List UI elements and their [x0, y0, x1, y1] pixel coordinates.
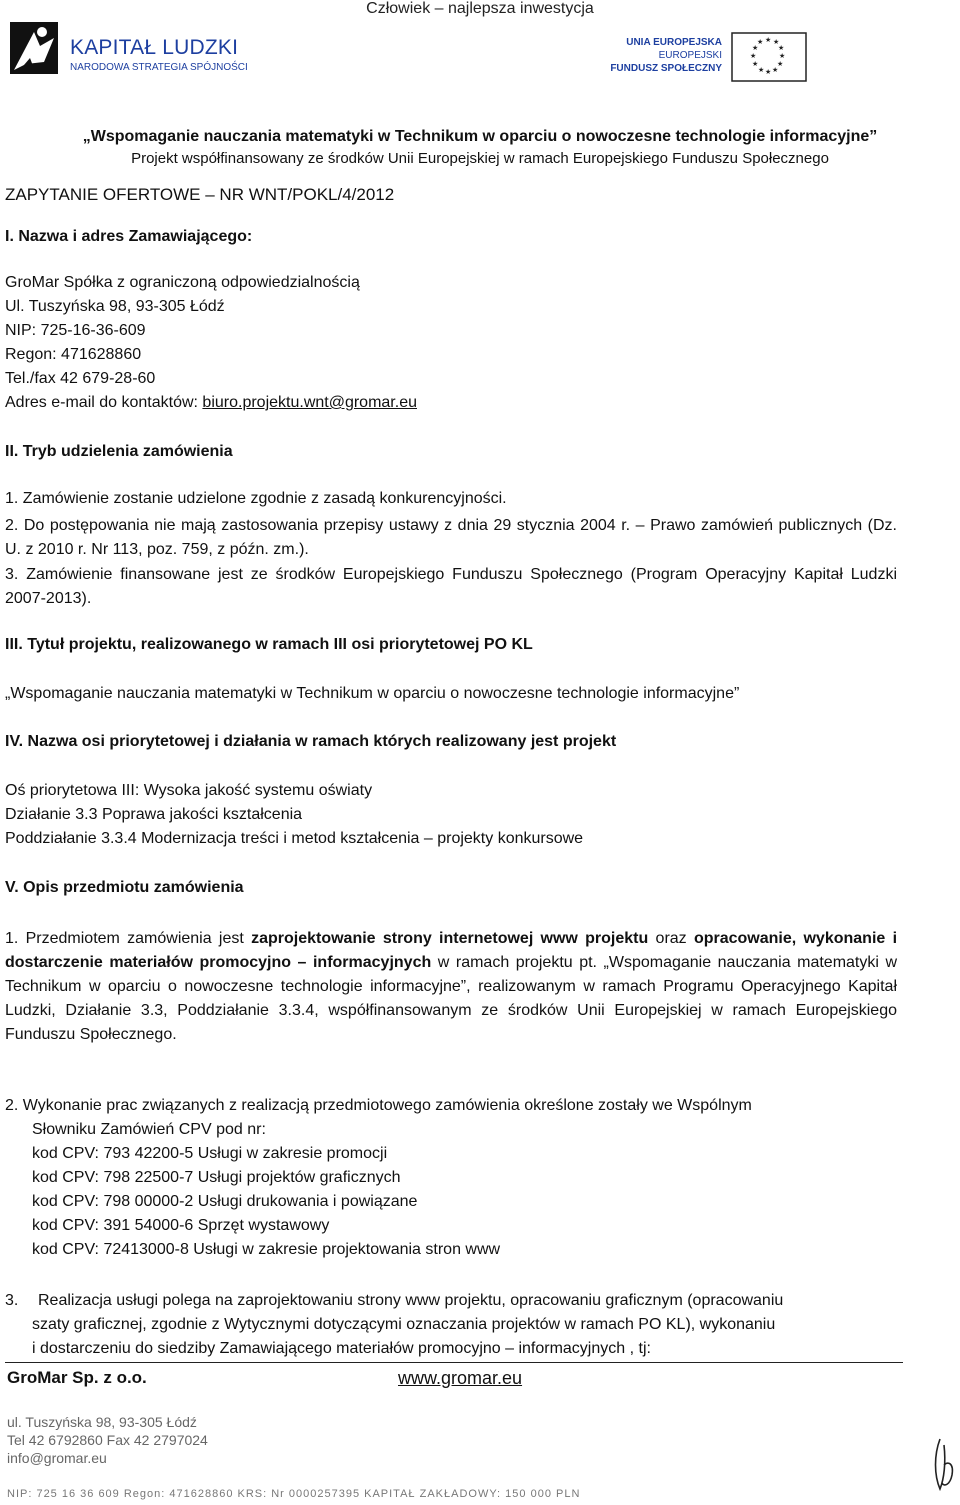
p1-part-c: oraz — [648, 930, 694, 947]
priority-axis: Oś priorytetowa III: Wysoka jakość systemu oświaty — [5, 782, 373, 799]
header-slogan: Człowiek – najlepsza inwestycja — [366, 0, 594, 17]
email-label: Adres e-mail do kontaktów: — [5, 394, 203, 411]
project-subtitle: Projekt współfinansowany ze środków Unii Europejskiej w ramach Europejskiego Funduszu Społecznego — [131, 150, 829, 167]
cpv-code-2: kod CPV: 798 22500-7 Usługi projektów graficznych — [32, 1169, 401, 1186]
svg-text:★: ★ — [752, 60, 759, 68]
section-5-point-3-line2: szaty graficznej, zgodnie z Wytycznymi dotyczącymi oznaczania projektów w ramach PO KL), wykonaniu — [32, 1316, 776, 1333]
cpv-code-1: kod CPV: 793 42200-5 Usługi w zakresie promocji — [32, 1145, 388, 1162]
section-5-point-3-line3: i dostarczeniu do siedziby Zamawiającego materiałów promocyjno – informacyjnych , tj: — [32, 1340, 651, 1357]
p1-part-a: 1. Przedmiotem zamówienia jest — [5, 930, 252, 947]
p1-part-b: zaprojektowanie strony internetowej www projektu — [251, 930, 649, 947]
svg-text:★: ★ — [752, 44, 759, 52]
kapital-ludzki-title: KAPITAŁ LUDZKI — [70, 36, 239, 59]
svg-text:★: ★ — [750, 52, 757, 60]
sub-measure: Poddziałanie 3.3.4 Modernizacja treści i metod kształcenia – projekty konkursowe — [5, 830, 584, 847]
svg-text:★: ★ — [757, 38, 764, 46]
svg-text:★: ★ — [765, 68, 772, 76]
svg-text:★: ★ — [778, 44, 785, 52]
svg-text:★: ★ — [765, 36, 772, 44]
svg-text:★: ★ — [777, 60, 784, 68]
document-number: ZAPYTANIE OFERTOWE – NR WNT/POKL/4/2012 — [5, 185, 395, 204]
section-2-point-3: 3. Zamówienie finansowane jest ze środków Europejskiego Funduszu Społecznego (Program Operacyjny Kapitał Ludzki 2007-2013). — [5, 566, 897, 607]
eu-label-line1: UNIA EUROPEJSKA — [626, 37, 722, 48]
eu-label — [610, 36, 722, 75]
kapital-ludzki-logo-icon — [4, 18, 64, 80]
section-3-text: „Wspomaganie nauczania matematyki w Technikum w oparciu o nowoczesne technologie informacyjne” — [5, 685, 740, 702]
eu-label-line3: FUNDUSZ SPOŁECZNY — [610, 63, 722, 74]
footer-phone: Tel 42 6792860 Fax 42 2797024 — [7, 1432, 208, 1448]
footer-email[interactable]: info@gromar.eu — [7, 1450, 107, 1466]
svg-text:★: ★ — [758, 66, 765, 74]
measure: Działanie 3.3 Poprawa jakości kształcenia — [5, 806, 303, 823]
eu-label-line2: EUROPEJSKI — [658, 50, 722, 61]
company-name: GroMar Spółka z ograniczoną odpowiedzialnością — [5, 274, 360, 291]
svg-text:★: ★ — [772, 66, 779, 74]
company-nip: NIP: 725-16-36-609 — [5, 322, 146, 339]
section-5-heading: V. Opis przedmiotu zamówienia — [5, 879, 244, 896]
company-regon: Regon: 471628860 — [5, 346, 142, 363]
signature-icon — [930, 1435, 958, 1495]
company-phone: Tel./fax 42 679-28-60 — [5, 370, 156, 387]
p1-part-d: opracowanie, wykonanie i dostarczenie materiałów promocyjno – informacyjnych — [5, 930, 898, 971]
section-3-heading: III. Tytuł projektu, realizowanego w ramach III osi priorytetowej PO KL — [5, 636, 533, 653]
section-5-point-3-number: 3. — [5, 1292, 19, 1309]
svg-text:★: ★ — [773, 38, 780, 46]
footer-divider — [5, 1362, 903, 1363]
email-row — [5, 394, 417, 412]
section-5-point-2-line1: 2. Wykonanie prac związanych z realizacją przedmiotowego zamówienia określone zostały we Wspólnym — [5, 1097, 752, 1114]
p1-part-e: w ramach projektu pt. „Wspomaganie nauczania matematyki w Technikum w oparciu o nowoczesne technologie informacyjne”, realizowanym w ramach Programu Operacyjnego Kapitał Ludzki, Działanie 3.3, Poddziałanie 3.3.4, współfinansowanym ze środków Unii Europejskiej w ramach Europejskiego Funduszu Społecznego. — [5, 954, 898, 1043]
cpv-code-4: kod CPV: 391 54000-6 Sprzęt wystawowy — [32, 1217, 330, 1234]
cpv-code-5: kod CPV: 72413000-8 Usługi w zakresie projektowania stron www — [32, 1241, 501, 1258]
footer-website-link[interactable]: www.gromar.eu — [398, 1368, 523, 1388]
eu-flag-icon — [731, 32, 807, 82]
kapital-ludzki-subtitle: NARODOWA STRATEGIA SPÓJNOŚCI — [70, 62, 248, 73]
section-4-heading: IV. Nazwa osi priorytetowej i działania w ramach których realizowany jest projekt — [5, 733, 617, 750]
section-5-point-1 — [5, 927, 897, 1047]
section-5-point-3-line1: Realizacja usługi polega na zaprojektowaniu strony www projektu, opracowaniu graficznym (opracowaniu — [38, 1292, 784, 1309]
section-5-point-2-line2: Słowniku Zamówień CPV pod nr: — [32, 1121, 266, 1138]
cpv-code-3: kod CPV: 798 00000-2 Usługi drukowania i powiązane — [32, 1193, 418, 1210]
section-1-heading: I. Nazwa i adres Zamawiającego: — [5, 228, 253, 245]
section-2-point-1: 1. Zamówienie zostanie udzielone zgodnie z zasadą konkurencyjności. — [5, 490, 507, 507]
footer-registration: NIP: 725 16 36 609 Regon: 471628860 KRS: Nr 0000257395 KAPITAŁ ZAKŁADOWY: 150 000 PLN — [7, 1488, 581, 1500]
section-2-heading: II. Tryb udzielenia zamówienia — [5, 443, 233, 460]
footer-company: GroMar Sp. z o.o. — [7, 1368, 147, 1387]
section-2-point-2: 2. Do postępowania nie mają zastosowania przepisy ustawy z dnia 29 stycznia 2004 r. – Prawo zamówień publicznych (Dz. U. z 2010 r. Nr 113, poz. 759, z późn. zm.). — [5, 517, 897, 558]
svg-text:★: ★ — [779, 52, 786, 60]
project-title: „Wspomaganie nauczania matematyki w Technikum w oparciu o nowoczesne technologie informacyjne” — [82, 128, 878, 145]
email-link[interactable]: biuro.projektu.wnt@gromar.eu — [202, 394, 417, 411]
footer-address: ul. Tuszyńska 98, 93-305 Łódź — [7, 1414, 197, 1430]
company-address: Ul. Tuszyńska 98, 93-305 Łódź — [5, 298, 225, 315]
